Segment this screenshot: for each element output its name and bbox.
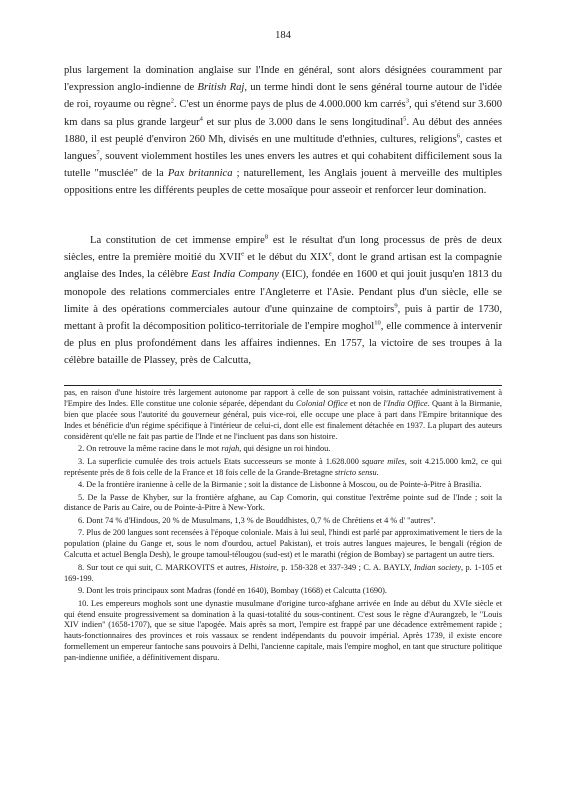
page-number: 184: [275, 30, 291, 41]
text-run: , un terme hindi dont le sens général tourne autour de l'idée de roi, royaume ou règne: [64, 82, 502, 111]
italic-term: l'India Office: [383, 398, 428, 408]
footnote-ref[interactable]: 4: [199, 115, 203, 123]
text-run: , soit 4.215.000 km2, ce qui représente près de 8 fois celle de la France et 18 fois celle de la Grande-Bretagne: [64, 456, 502, 477]
text-run: et le début du XIX: [244, 252, 329, 264]
text-run: 8. Sur tout ce qui suit, C. MARKOVITS et autres,: [78, 562, 250, 572]
text-run: , p. 158-328 et 337-349 ; C. A. BAYLY,: [276, 562, 414, 572]
text-run: 4. De la frontière iranienne à celle de la Birmanie ; soit la distance de Lisbonne à Moscou, ou de Pointe-à-Pitre à Brasilia.: [78, 480, 482, 490]
footnote-9: [64, 586, 502, 597]
footnote-6: [64, 516, 502, 527]
footnote-5: [64, 493, 502, 515]
text-run: . Quant à la Birmanie, bien que placée sous l'autorité du gouverneur général, puis vice-roi, elle occupe une place à part dans l'Empire britannique des Indes et bénéficie d'un régime spécifique à l'intérieur de celui-ci, dont elle est finalement détachée en 1937. La plupart des auteurs considèrent qu'elle ne fait pas partie de l'Inde et ne l'incluent pas dans son histoire.: [64, 398, 502, 441]
text-run: La constitution de cet immense empire: [90, 235, 265, 246]
italic-term: rajah: [221, 444, 240, 454]
footnote-1-continued: [64, 388, 502, 443]
text-run: 6. Dont 74 % d'Hindous, 20 % de Musulmans, 1,3 % de Bouddhistes, 0,7 % de Chrétiens et 4 % d' "autres".: [78, 515, 436, 525]
footnote-ref[interactable]: 9: [394, 302, 398, 310]
footnote-ref[interactable]: 10: [374, 319, 381, 327]
text-run: 9. Dont les trois principaux sont Madras (fondé en 1640), Bombay (1668) et Calcutta (1690).: [78, 586, 387, 596]
text-run: (EIC), fondée en 1600 et qui jouit jusqu'en 1813 du monopole des relations commerciales entre l'Angleterre et l'Asie. Pendant plus d'un siècle, elle se limite à des opérations commerciales autour d'une quinzaine de comptoirs: [64, 269, 503, 315]
text-run: , castes et langues: [64, 133, 502, 163]
text-run: est le résultat d'un long processus de près de deux siècles, entre la première moitié du XVII: [64, 235, 502, 264]
italic-term: Indian society: [413, 562, 462, 572]
text-run: , qui désigne un roi hindou.: [239, 444, 331, 454]
text-run: 3. La superficie cumulée des trois actuels Etats successeurs se monte à 1.628.000: [78, 456, 362, 466]
italic-term: Histoire: [249, 562, 277, 572]
footnote-8: [64, 563, 502, 585]
footnote-separator: [64, 385, 502, 386]
text-run: 2. On retrouve la même racine dans le mot: [78, 444, 222, 454]
text-run: et non de: [347, 398, 384, 408]
text-run: . Au début des années 1880, il est peuplé d'environ 260 Mh, divisés en une multitude d'ethnies, cultures, religions: [64, 116, 503, 145]
italic-term: stricto sensu: [334, 467, 377, 477]
text-run: et sur plus de 3.000 dans le sens longitudinal: [202, 116, 404, 128]
text-run: . C'est un énorme pays de plus de 4.000.000 km carrés: [173, 99, 406, 111]
italic-term: Colonial Office: [295, 398, 348, 408]
text-run: plus largement la domination anglaise sur l'Inde en général, sont alors désignées couramment par l'expression anglo-indienne de: [64, 65, 502, 94]
superscript: e: [328, 250, 332, 258]
text-run: , puis à partir de 1730, mettant à profit la décomposition politico-territoriale de l'empire moghol: [64, 303, 502, 333]
text-run: .: [376, 467, 379, 477]
footnotes: [64, 388, 502, 666]
paragraph-2: [64, 232, 502, 370]
text-run: 5. De la Passe de Khyber, sur la frontière afghane, au Cap Comorin, qui constitue l'extrême pointe sud de l'Inde ; soit la distance de Paris au Caire, ou de Pointe-à-Pitre à New-York.: [64, 492, 502, 513]
paragraph-1: [64, 62, 502, 200]
footnote-4: [64, 480, 502, 491]
footnote-ref[interactable]: 5: [403, 115, 407, 123]
footnote-ref[interactable]: 8: [264, 233, 269, 241]
text-run: 7. Plus de 200 langues sont recensées à l'époque coloniale. Mais à lui seul, l'hindi est parlé par approximativement le tiers de la population (plaine du Gange et, sous le nom d'ourdou, actuel Pakistan), et trois autres langues majeures, le bengali (région de Calcutta et actuel Bengla Desh), le groupe tamoul-télougou (sud-est) et le marathi (région de Bombay) se partagent un autre tiers.: [64, 528, 502, 560]
footnote-3: [64, 457, 502, 479]
text-run: 10. Les empereurs moghols sont une dynastie musulmane d'origine turco-afghane arrivée en Inde au début du XVIe siècle et qui étend ensuite progressivement sa domination à la quasi-totalité du sous-continent. C'est sous le règne d'Aurangzeb, le "Louis XIV indien" (1658-1707), que se situe l'apogée. Mais après sa mort, l'empire est frappé par une décadence extrêmement rapide ; hauts-fonctionnaires des provinces et rois vassaux se rendent indépendants du pouvoir impérial. Après 1739, il existe encore formellement un empereur fantoche sans pouvoirs à Delhi, l'ancienne capitale, mais l'empire moghol, en tant que structure politique pan-indienne unifiée, a définitivement disparu.: [64, 598, 502, 663]
italic-term: British Raj: [197, 82, 245, 94]
text-run: pas, en raison d'une histoire très largement autonome par rapport à celle de son puissant voisin, rattachée administrativement à l'Empire des Indes. Elle constitue une colonie séparée, dépendant du: [64, 388, 502, 408]
superscript: e: [241, 250, 245, 258]
footnote-ref[interactable]: 2: [170, 97, 174, 105]
footnote-7: [64, 528, 502, 561]
footnote-ref[interactable]: 7: [96, 149, 100, 157]
footnote-ref[interactable]: 3: [405, 97, 409, 105]
footnote-10: [64, 599, 502, 664]
text-run: ; naturellement, les Anglais jouent à merveille des multiples oppositions entre les différents peuples de cette mosaïque pour asseoir et renforcer leur domination.: [64, 168, 502, 197]
text-run: , dont le grand artisan est la compagnie anglaise des Indes, la célèbre: [64, 252, 503, 281]
footnote-ref[interactable]: 6: [456, 132, 460, 140]
text-run: , souvent violemment hostiles les unes envers les autres et qui cohabitent difficilement sous la tutelle "musclée" de la: [64, 151, 502, 180]
italic-term: East India Company: [191, 269, 279, 281]
italic-term: Pax britannica: [167, 168, 233, 180]
text-run: , qui s'étend sur 3.600 km dans sa plus grande largeur: [64, 99, 502, 128]
italic-term: square miles: [361, 456, 405, 466]
footnote-2: [64, 444, 502, 455]
text-run: , elle commence à intervenir de plus en plus profondément dans les affaires indiennes. En 1757, la victoire de ses troupes à la célèbre bataille de Plassey, près de Calcutta,: [64, 321, 502, 367]
text-run: , p. 1-105 et 169-199.: [64, 562, 502, 583]
